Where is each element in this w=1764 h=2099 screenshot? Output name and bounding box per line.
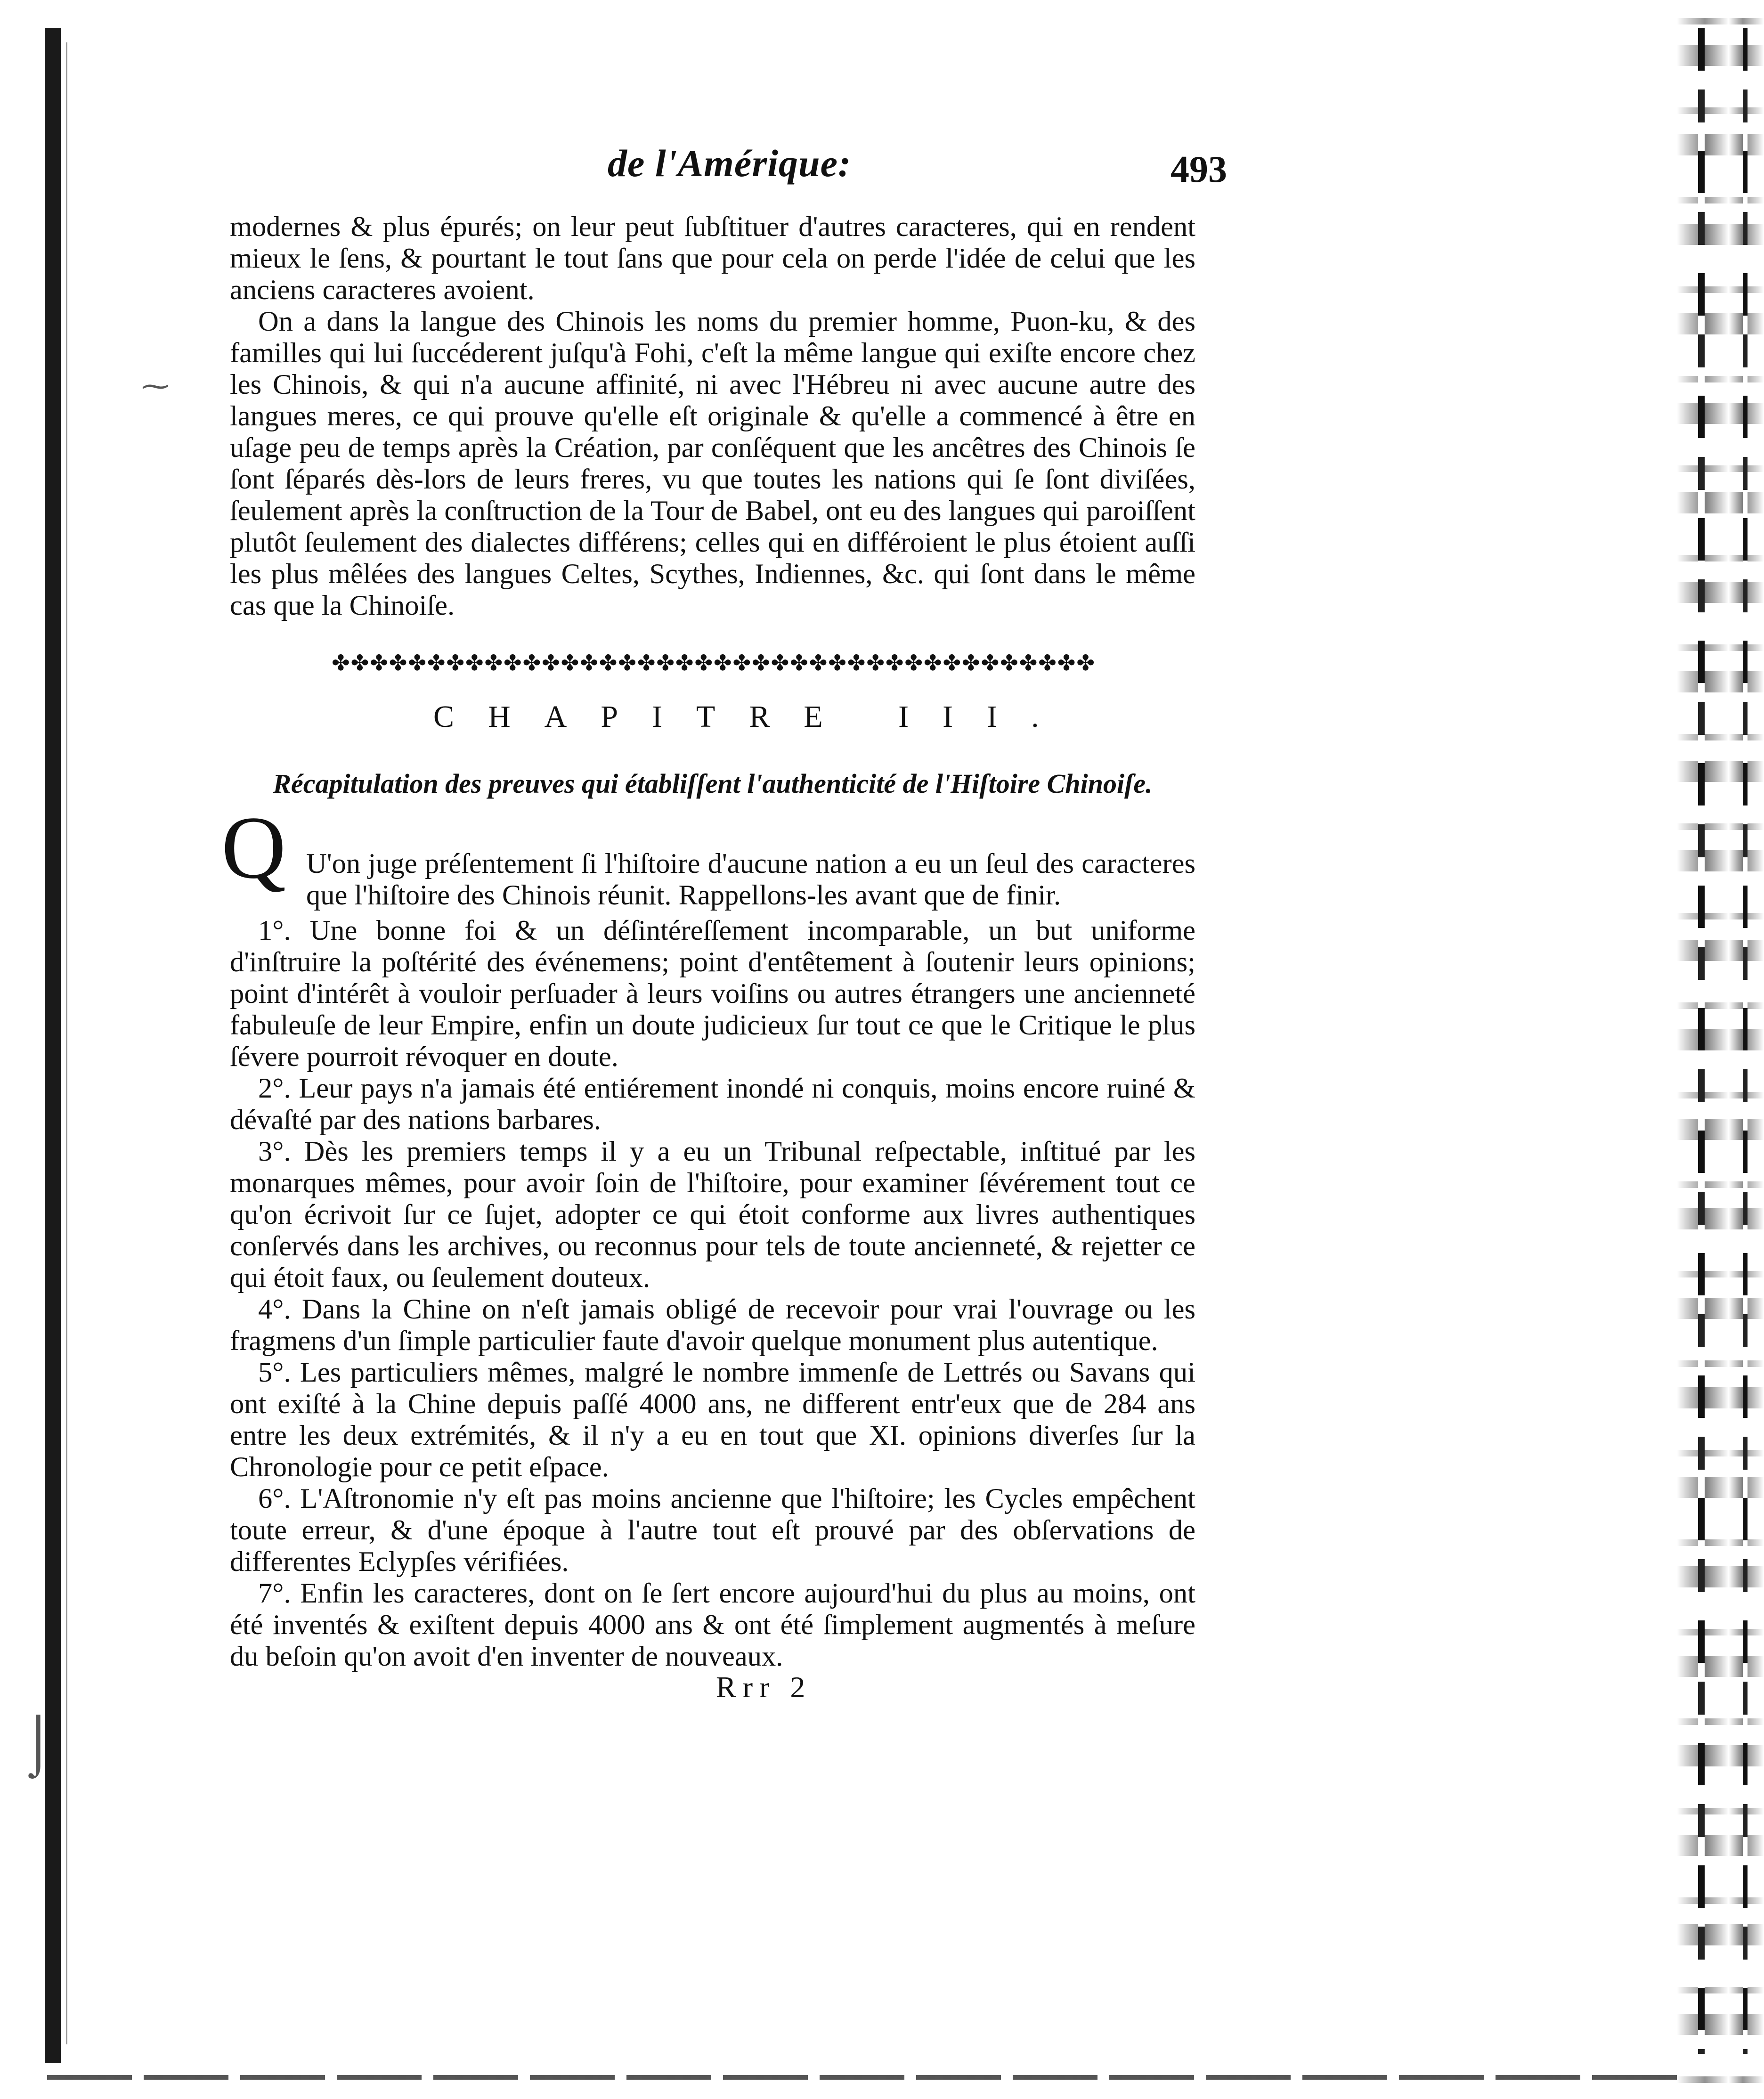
page-number: 493 [1171, 149, 1227, 190]
margin-speck: ⌡ [21, 1711, 56, 1774]
gutter-line [66, 42, 67, 2044]
paragraph: U'on juge préſentement ſi l'hiſtoire d'aucune nation a eu un ſeul des caracteres que l'hiſtoire des Chinois réunit. Rappellons-les avant que de finir. [306, 848, 1195, 911]
signature-mark: Rrr 2 [716, 1670, 812, 1704]
chapter-opening [306, 848, 1195, 911]
intro-text [230, 211, 1195, 621]
paragraph: modernes & plus épurés; on leur peut ſubſtituer d'autres caracteres, qui en rendent mieux le ſens, & pourtant le tout ſans que pour cela on perde l'idée de celui que les anciens caracteres avoient. [230, 211, 1195, 306]
bottom-edge-scan-artifact [47, 2075, 1677, 2080]
running-head: de l'Amérique: [608, 142, 852, 185]
numbered-point: 5°. Les particuliers mêmes, malgré le nombre immenſe de Lettrés ou Savans qui ont exiſté à la Chine depuis paſſé 4000 ans, ne different entr'eux que de 284 ans entre les deux extrémités, & il n'y a eu en tout que XI. opinions diverſes ſur la Chronologie pour ce petit eſpace. [230, 1357, 1195, 1483]
numbered-point: 6°. L'Aſtronomie n'y eſt pas moins ancienne que l'hiſtoire; les Cycles empêchent toute erreur, & d'une époque à l'autre tout eſt prouvé par des obſervations de differentes Eclypſes vérifiées. [230, 1483, 1195, 1578]
numbered-point: 2°. Leur pays n'a jamais été entiérement inondé ni conquis, moins encore ruiné & dévaſté par des nations barbares. [230, 1073, 1195, 1136]
ornamental-divider: ✤✤✤✤✤✤✤✤✤✤✤✤✤✤✤✤✤✤✤✤✤✤✤✤✤✤✤✤✤✤✤✤✤✤✤✤✤✤✤✤ [332, 652, 1096, 674]
chapter-subtitle: Récapitulation des preuves qui établiſſent l'authenticité de l'Hiſtoire Chinoiſe. [273, 768, 1153, 799]
page-header [608, 141, 1229, 198]
numbered-point: 3°. Dès les premiers temps il y a eu un Tribunal reſpectable, inſtitué par les monarques mêmes, pour avoir ſoin de l'hiſtoire, pour examiner ſévérement tout ce qu'on écrivoit ſur ce ſujet, adopter ce qui étoit conforme aux livres authentiques conſervés dans les archives, ou reconnus pour tels de toute ancienneté, & rejetter ce qui étoit faux, ou ſeulement douteux. [230, 1136, 1195, 1294]
page-edge-scan-artifact [1677, 0, 1764, 2099]
paragraph: On a dans la langue des Chinois les noms du premier homme, Puon-ku, & des familles qui lui ſuccéderent juſqu'à Fohi, c'eſt la même langue qui exiſte encore chez les Chinois, & qui n'a aucune affinité, ni avec l'Hébreu ni avec aucune autre des langues meres, ce qui prouve qu'elle eſt originale & qu'elle a commencé à être en uſage peu de temps après la Création, par conſéquent que les ancêtres des Chinois ſe ſont ſéparés dès-lors de leurs freres, vu que toutes les nations qui ſe ſont diviſées, ſeulement après la conſtruction de la Tour de Babel, ont eu des langues qui paroiſſent plutôt ſeulement des dialectes différens; celles qui en différoient le plus étoient auſſi les plus mêlées des langues Celtes, Scythes, Indiennes, &c. qui ſont dans le même cas que la Chinoiſe. [230, 306, 1195, 621]
numbered-point: 1°. Une bonne foi & un déſintéreſſement incomparable, un but uniforme d'inſtruire la poſtérité des événemens; point d'entêtement à ſoutenir leurs opinions; point d'intérêt à vouloir perſuader à leurs voiſins ou autres étrangers une ancienneté fabuleuſe de leur Empire, enfin un doute judicieux ſur tout ce que le Critique le plus ſévere pourroit révoquer en doute. [230, 915, 1195, 1073]
page-edge-stripe [1743, 28, 1748, 2054]
margin-speck: ⁓ [141, 371, 170, 402]
page-edge-stripe [1698, 28, 1705, 2054]
numbered-point: 7°. Enfin les caracteres, dont on ſe ſert encore aujourd'hui du plus au moins, ont été inventés & exiſtent depuis 4000 ans & ont été ſimplement augmentés à meſure du beſoin qu'on avoit d'en inventer de nouveaux. [230, 1578, 1195, 1672]
chapter-title: CHAPITRE III. [433, 700, 1073, 734]
numbered-point: 4°. Dans la Chine on n'eſt jamais obligé de recevoir pour vrai l'ouvrage ou les fragmens d'un ſimple particulier faute d'avoir quelque monument plus autentique. [230, 1294, 1195, 1357]
chapter-points [230, 915, 1195, 1672]
drop-cap: Q [221, 798, 286, 897]
